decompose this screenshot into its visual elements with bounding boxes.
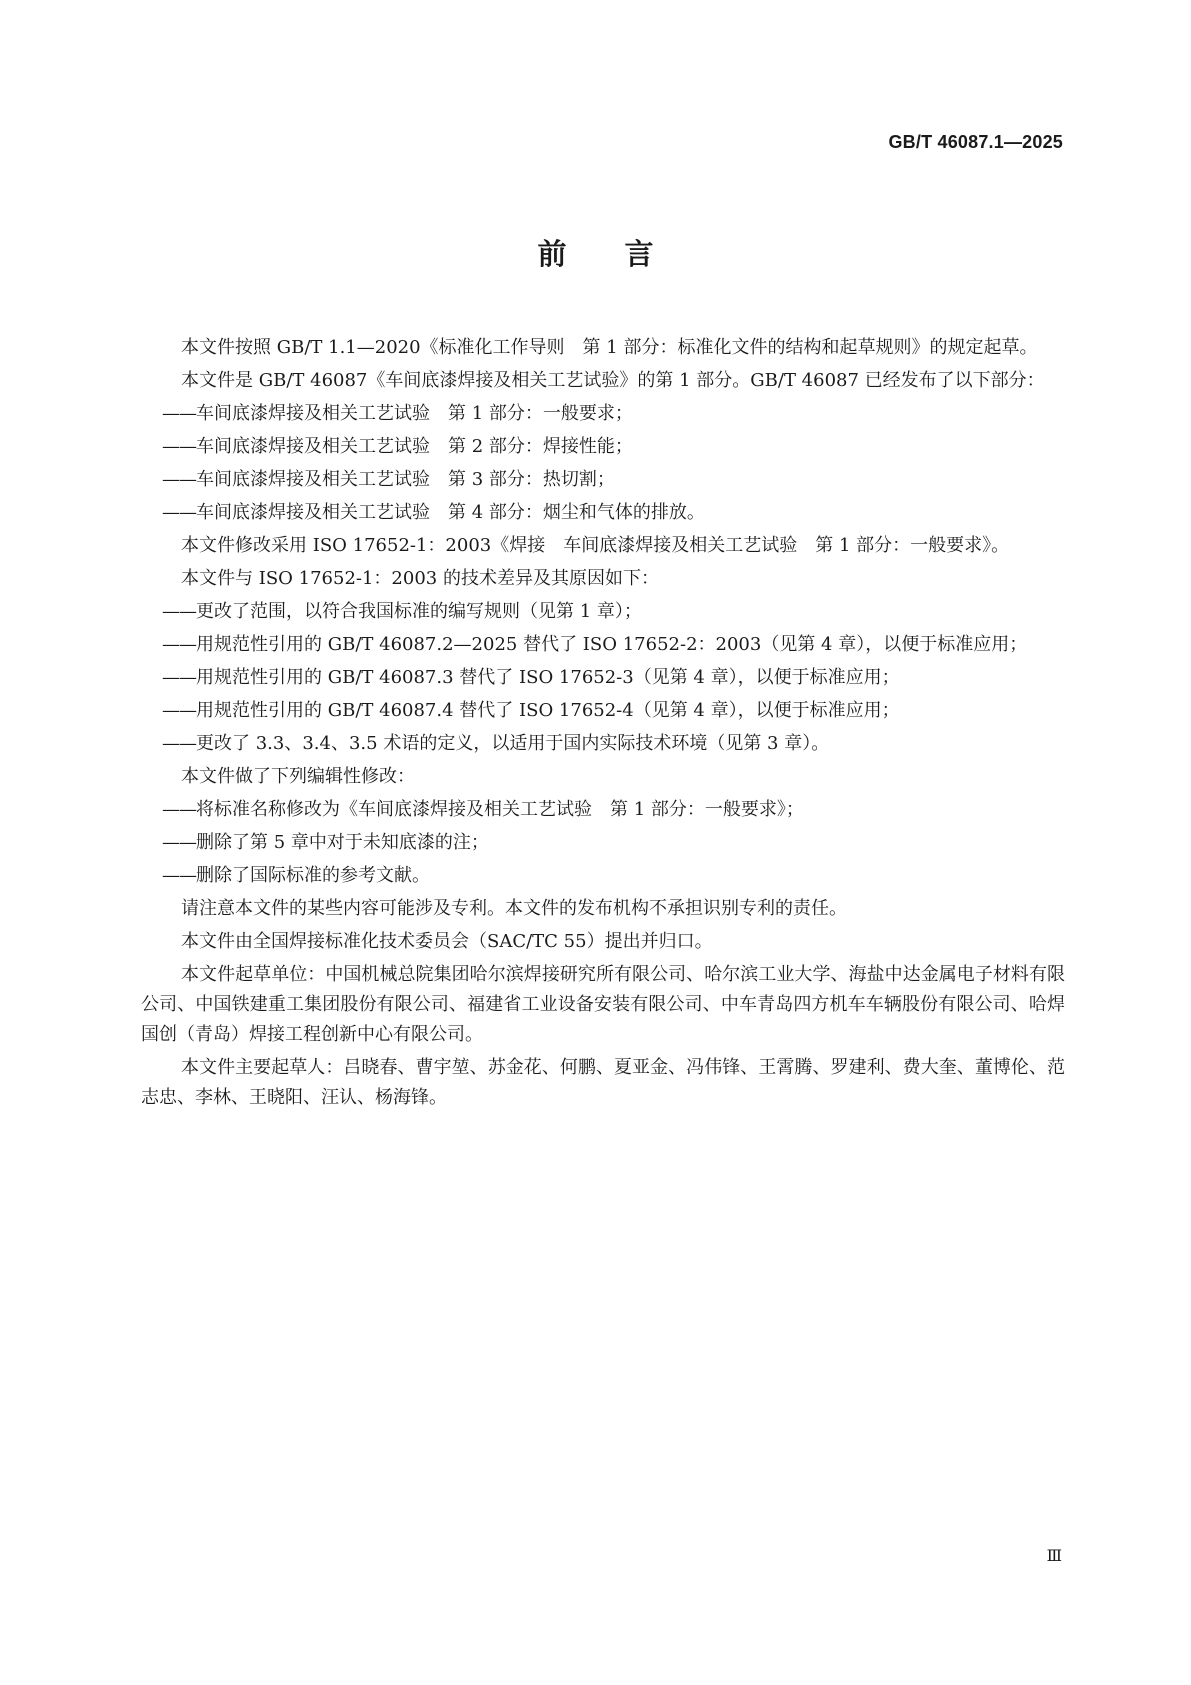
list-item-text: 用规范性引用的 GB/T 46087.4 替代了 ISO 17652-4（见第 4 章），以便于标准应用； — [196, 700, 900, 721]
list-item-editorial-2 — [141, 828, 1065, 858]
list-item-difference-4 — [141, 696, 1065, 726]
paragraph-editorial-changes: 本文件做了下列编辑性修改： — [181, 766, 415, 787]
list-item-text: 删除了国际标准的参考文献。 — [196, 865, 430, 886]
dash-marker: —— — [162, 799, 196, 820]
paragraph-drafting-rules: 本文件按照 GB/T 1.1—2020《标准化工作导则 第 1 部分：标准化文件的结构和起草规则》的规定起草。 — [181, 337, 1038, 358]
dash-marker: —— — [162, 700, 196, 721]
dash-marker: —— — [162, 403, 196, 424]
dash-marker: —— — [162, 865, 196, 886]
dash-marker: —— — [162, 667, 196, 688]
paragraph-proposer: 本文件由全国焊接标准化技术委员会（SAC/TC 55）提出并归口。 — [181, 931, 713, 952]
dash-marker: —— — [162, 601, 196, 622]
list-item-text: 删除了第 5 章中对于未知底漆的注； — [196, 832, 489, 853]
paragraph-adoption: 本文件修改采用 ISO 17652-1：2003《焊接 车间底漆焊接及相关工艺试验 第 1 部分：一般要求》。 — [181, 535, 1010, 556]
list-item-part-1 — [141, 399, 1065, 429]
paragraph-patent-notice: 请注意本文件的某些内容可能涉及专利。本文件的发布机构不承担识别专利的责任。 — [181, 898, 847, 919]
list-item-text: 用规范性引用的 GB/T 46087.3 替代了 ISO 17652-3（见第 4 章），以便于标准应用； — [196, 667, 900, 688]
list-item-text: 车间底漆焊接及相关工艺试验 第 4 部分：烟尘和气体的排放。 — [196, 502, 705, 523]
dash-marker: —— — [162, 469, 196, 490]
foreword-body — [141, 333, 1065, 1116]
list-item-text: 车间底漆焊接及相关工艺试验 第 2 部分：焊接性能； — [196, 436, 633, 457]
list-item-text: 车间底漆焊接及相关工艺试验 第 1 部分：一般要求； — [196, 403, 633, 424]
dash-marker: —— — [162, 502, 196, 523]
list-item-part-3 — [141, 465, 1065, 495]
standard-number: GB/T 46087.1—2025 — [888, 132, 1063, 152]
list-item-part-4 — [141, 498, 1065, 528]
dash-marker: —— — [162, 733, 196, 754]
list-item-difference-2 — [141, 630, 1065, 660]
paragraph-technical-differences: 本文件与 ISO 17652-1：2003 的技术差异及其原因如下： — [181, 568, 659, 589]
list-item-difference-1 — [141, 597, 1065, 627]
list-item-difference-3 — [141, 663, 1065, 693]
paragraph-part-statement: 本文件是 GB/T 46087《车间底漆焊接及相关工艺试验》的第 1 部分。GB/T 46087 已经发布了以下部分： — [181, 370, 1045, 391]
list-item-text: 更改了范围，以符合我国标准的编写规则（见第 1 章）； — [196, 601, 642, 622]
paragraph-drafting-units: 本文件起草单位：中国机械总院集团哈尔滨焊接研究所有限公司、哈尔滨工业大学、海盐中达金属电子材料有限公司、中国铁建重工集团股份有限公司、福建省工业设备安装有限公司、中车青岛四方机车车辆股份有限公司、哈焊国创（青岛）焊接工程创新中心有限公司。 — [141, 964, 1065, 1045]
list-item-text: 将标准名称修改为《车间底漆焊接及相关工艺试验 第 1 部分：一般要求》； — [196, 799, 804, 820]
list-item-text: 车间底漆焊接及相关工艺试验 第 3 部分：热切割； — [196, 469, 615, 490]
list-item-editorial-1 — [141, 795, 1065, 825]
dash-marker: —— — [162, 832, 196, 853]
list-item-editorial-3 — [141, 861, 1065, 891]
list-item-text: 更改了 3.3、3.4、3.5 术语的定义，以适用于国内实际技术环境（见第 3 章）。 — [196, 733, 830, 754]
page-number: Ⅲ — [1046, 1546, 1062, 1565]
page-title: 前言 — [537, 237, 712, 271]
dash-marker: —— — [162, 634, 196, 655]
paragraph-drafters: 本文件主要起草人：吕晓春、曹宇堃、苏金花、何鹏、夏亚金、冯伟锋、王霄腾、罗建利、费大奎、董博伦、范志忠、李林、王晓阳、汪认、杨海锋。 — [141, 1057, 1065, 1108]
list-item-difference-5 — [141, 729, 1065, 759]
list-item-text: 用规范性引用的 GB/T 46087.2—2025 替代了 ISO 17652-2：2003（见第 4 章），以便于标准应用； — [196, 634, 1028, 655]
list-item-part-2 — [141, 432, 1065, 462]
dash-marker: —— — [162, 436, 196, 457]
